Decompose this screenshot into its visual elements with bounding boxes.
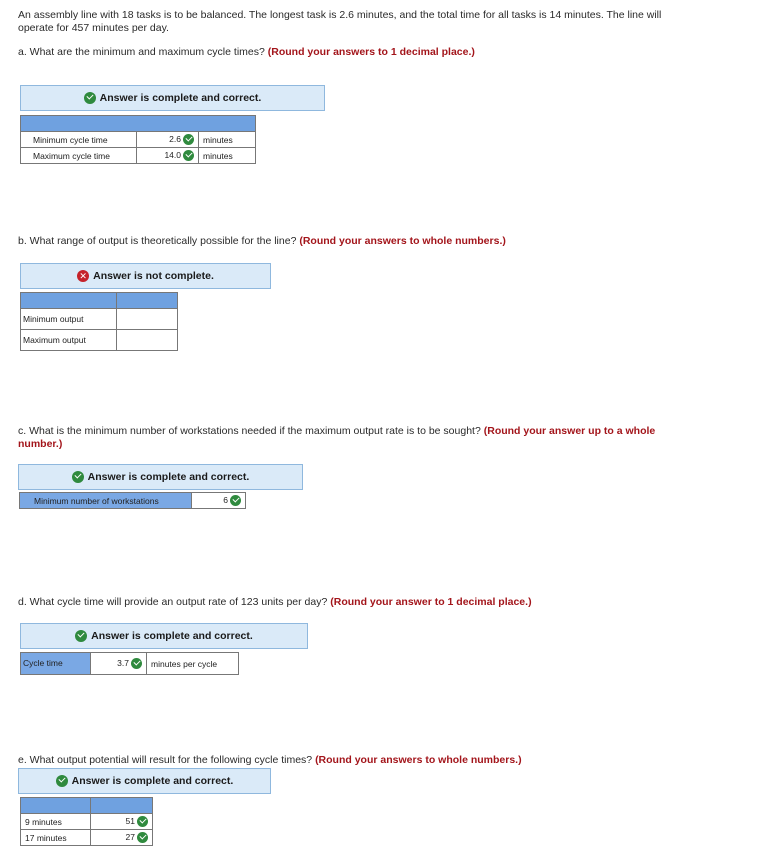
table-row [21, 330, 178, 351]
part-c-question [18, 425, 668, 451]
check-circle-icon [84, 92, 96, 104]
row-label: Minimum cycle time [21, 132, 137, 148]
check-circle-icon [183, 134, 194, 145]
row-label: Minimum number of workstations [20, 493, 192, 509]
part-a-table-header [21, 116, 256, 132]
part-a-instruction: (Round your answers to 1 decimal place.) [267, 46, 475, 58]
check-circle-icon [131, 658, 142, 669]
row-label: Minimum output [21, 309, 117, 330]
part-e-question-text: e. What output potential will result for the following cycle times? [18, 754, 313, 766]
part-e-header-cell [21, 798, 91, 814]
table-row [21, 830, 153, 846]
row-label: 17 minutes [21, 830, 91, 846]
part-b-question-text: b. What range of output is theoretically possible for the line? [18, 235, 297, 247]
part-c-instruction: (Round your answer up to a whole number.) [18, 425, 656, 450]
value-text: 6 [223, 494, 228, 505]
min-workstations-input[interactable] [192, 493, 246, 509]
row-label: 9 minutes [21, 814, 91, 830]
max-output-input[interactable] [117, 330, 178, 351]
part-b-status-banner [20, 263, 271, 289]
part-c-banner-text: Answer is complete and correct. [87, 471, 250, 483]
min-output-input[interactable] [117, 309, 178, 330]
part-b-question [18, 235, 738, 248]
min-cycle-time-input[interactable] [137, 132, 199, 148]
part-b-table [20, 292, 178, 351]
check-circle-icon [56, 775, 68, 787]
part-d-banner-text: Answer is complete and correct. [91, 630, 253, 642]
part-d-instruction: (Round your answer to 1 decimal place.) [330, 596, 532, 608]
value-text: 2.6 [169, 133, 181, 144]
unit-label: minutes [199, 132, 256, 148]
value-text: 51 [125, 815, 135, 826]
value-text: 3.7 [117, 657, 129, 668]
x-circle-icon: ✕ [77, 270, 89, 282]
unit-label: minutes per cycle [147, 653, 239, 675]
value-text: 14.0 [164, 149, 181, 160]
check-circle-icon [137, 816, 148, 827]
unit-label: minutes [199, 148, 256, 164]
part-a-banner-text: Answer is complete and correct. [99, 92, 262, 104]
part-b-header-cell [117, 293, 178, 309]
max-cycle-time-input[interactable] [137, 148, 199, 164]
row-label: Maximum output [21, 330, 117, 351]
part-b-banner-text: Answer is not complete. [93, 270, 214, 282]
part-e-banner-text: Answer is complete and correct. [71, 775, 234, 787]
table-row [21, 132, 256, 148]
part-a-table [20, 115, 256, 164]
table-row [21, 814, 153, 830]
row-label: Maximum cycle time [21, 148, 137, 164]
check-circle-icon [72, 471, 84, 483]
check-circle-icon [230, 495, 241, 506]
part-b-instruction: (Round your answers to whole numbers.) [299, 235, 506, 247]
part-b-header-cell [21, 293, 117, 309]
part-c-status-banner [18, 464, 303, 490]
problem-intro: An assembly line with 18 tasks is to be balanced. The longest task is 2.6 minutes, and the total time for all tasks is 14 minutes. The line will operate for 457 minutes per day. [18, 9, 662, 34]
table-row [20, 493, 246, 509]
part-a-question-text: a. What are the minimum and maximum cycle times? [18, 46, 265, 58]
output-9-min-input[interactable] [91, 814, 153, 830]
part-e-status-banner [18, 768, 271, 794]
part-d-question-text: d. What cycle time will provide an output rate of 123 units per day? [18, 596, 328, 608]
part-d-question [18, 596, 738, 609]
check-circle-icon [75, 630, 87, 642]
part-e-question [18, 754, 738, 767]
cycle-time-input[interactable] [91, 653, 147, 675]
part-c-question-text: c. What is the minimum number of workstations needed if the maximum output rate is to be sought? [18, 425, 481, 437]
value-text: 27 [125, 831, 135, 842]
table-row [21, 148, 256, 164]
check-circle-icon [183, 150, 194, 161]
part-d-table [20, 652, 239, 675]
part-c-table [19, 492, 246, 509]
output-17-min-input[interactable] [91, 830, 153, 846]
part-e-header-cell [91, 798, 153, 814]
part-a-question [18, 46, 718, 59]
table-row [21, 653, 239, 675]
part-a-status-banner [20, 85, 325, 111]
part-e-instruction: (Round your answers to whole numbers.) [315, 754, 522, 766]
check-circle-icon [137, 832, 148, 843]
part-d-status-banner [20, 623, 308, 649]
row-label: Cycle time [21, 653, 91, 675]
part-e-table [20, 797, 153, 846]
table-row [21, 309, 178, 330]
